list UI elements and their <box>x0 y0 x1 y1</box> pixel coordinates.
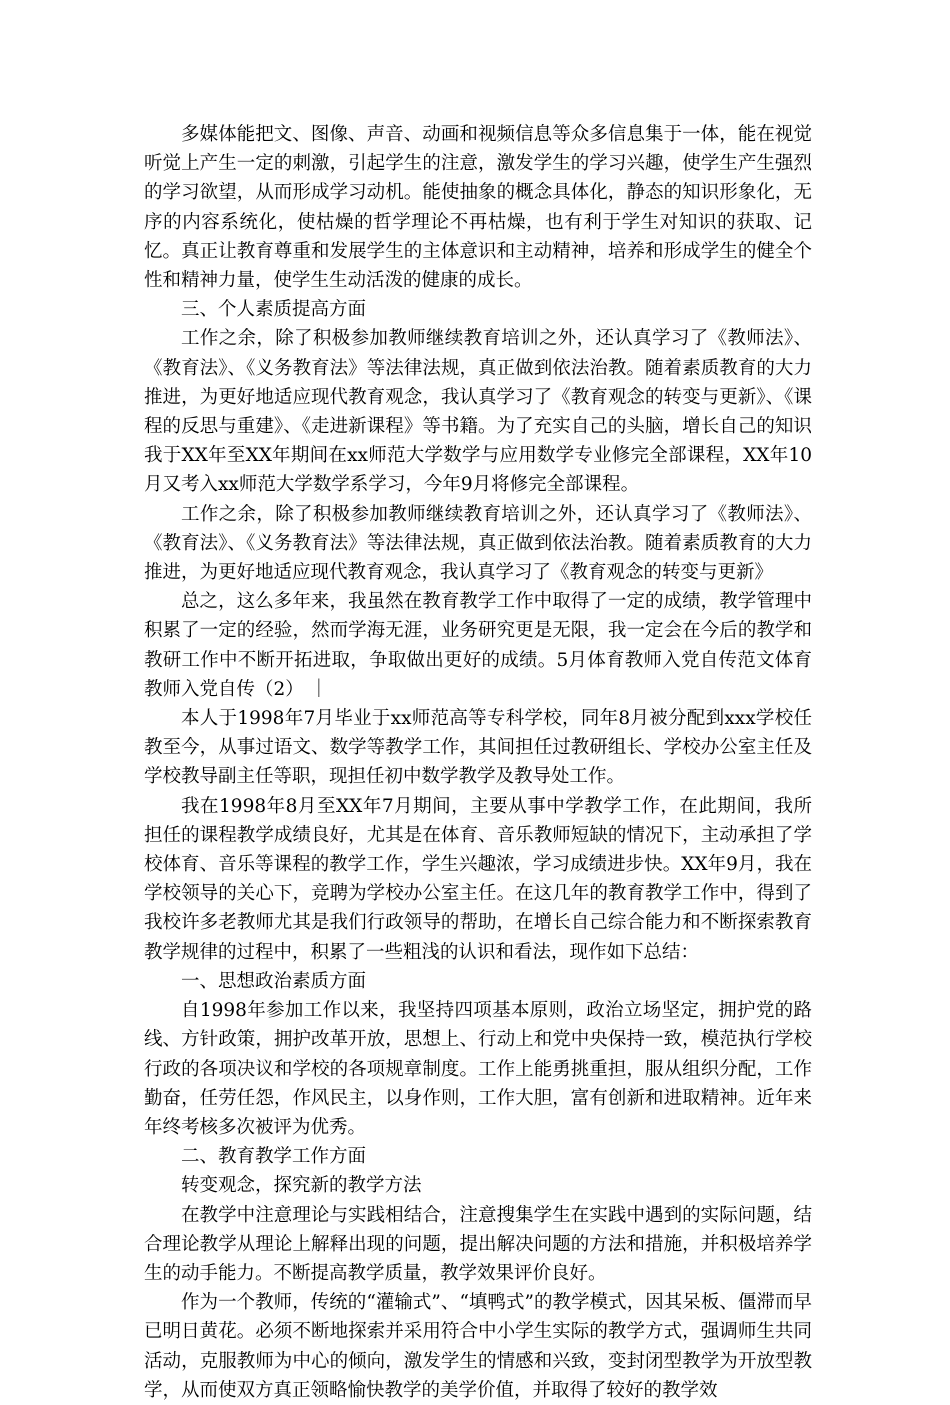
document-body <box>144 120 812 1405</box>
heading-teaching-work: 二、教育教学工作方面 <box>181 1146 367 1168</box>
paragraph-theory-practice: 在教学中注意理论与实践相结合，注意搜集学生在实践中遇到的实际问题，结合理论教学从理论上解释出现的问题，提出解决问题的方法和措施，并积极培养学生的动手能力。不断提高教学质量，教学效果评价良好。 <box>144 1204 812 1284</box>
paragraph-study-laws-repeat: 工作之余，除了积极参加教师继续教育培训之外，还认真学习了《教师法》、《教育法》、《义务教育法》等法律法规，真正做到依法治教。随着素质教育的大力推进，为更好地适应现代教育观念，我认真学习了《教育观念的转变与更新》 <box>144 503 812 584</box>
paragraph-intro: 本人于1998年7月毕业于xx师范高等专科学校，同年8月被分配到xxx学校任教至今，从事过语文、数学等教学工作，其间担任过教研组长、学校办公室主任及学校教导副主任等职，现担任初中数学教学及教导处工作。 <box>144 708 812 788</box>
paragraph-summary: 总之，这么多年来，我虽然在教育教学工作中取得了一定的成绩，教学管理中积累了一定的经验，然而学海无涯，业务研究更是无限，我一定会在今后的教学和教研工作中不断开拓进取，争取做出更好的成绩。5月体育教师入党自传范文体育教师入党自传（2） ｜ <box>144 591 812 700</box>
paragraph-study-laws: 工作之余，除了积极参加教师继续教育培训之外，还认真学习了《教师法》、《教育法》、《义务教育法》等法律法规，真正做到依法治教。随着素质教育的大力推进，为更好地适应现代教育观念，我认真学习了《教育观念的转变与更新》、《课程的反思与重建》、《走进新课程》等书籍。为了充实自己的头脑，增长自己的知识我于XX年至XX年期间在xx师范大学数学与应用数学专业修完全部课程，XX年10月又考入xx师范大学数学系学习，今年9月将修完全部课程。 <box>144 328 812 496</box>
paragraph-teaching-mode: 作为一个教师，传统的“灌输式”、“填鸭式”的教学模式，因其呆板、僵滞而早已明日黄花。必须不断地探索并采用符合中小学生实际的教学方式，强调师生共同活动，克服教师为中心的倾向，激发学生的情感和兴致，变封闭型教学为开放型教学，从而使双方真正领略愉快教学的美学价值，并取得了较好的教学效 <box>144 1292 812 1401</box>
heading-political-quality: 一、思想政治素质方面 <box>181 970 367 992</box>
paragraph-work-history: 我在1998年8月至XX年7月期间，主要从事中学教学工作，在此期间，我所担任的课程教学成绩良好，尤其是在体育、音乐教师短缺的情况下，主动承担了学校体育、音乐等课程的教学工作，学生兴趣浓，学习成绩进步快。XX年9月，我在学校领导的关心下，竞聘为学校办公室主任。在这几年的教育教学工作中，得到了我校许多老教师尤其是我们行政领导的帮助，在增长自己综合能力和不断探索教育教学规律的过程中，积累了一些粗浅的认识和看法，现作如下总结： <box>144 795 812 963</box>
paragraph-multimedia: 多媒体能把文、图像、声音、动画和视频信息等众多信息集于一体，能在视觉听觉上产生一定的刺激，引起学生的注意，激发学生的学习兴趣，使学生产生强烈的学习欲望，从而形成学习动机。能使抽象的概念具体化，静态的知识形象化，无序的内容系统化，使枯燥的哲学理论不再枯燥，也有利于学生对知识的获取、记忆。真正让教育尊重和发展学生的主体意识和主动精神，培养和形成学生的健全个性和精神力量，使学生生动活泼的健康的成长。 <box>144 124 812 292</box>
subheading-new-methods: 转变观念，探究新的教学方法 <box>181 1175 422 1197</box>
heading-personal-quality: 三、个人素质提高方面 <box>181 299 367 321</box>
paragraph-political: 自1998年参加工作以来，我坚持四项基本原则，政治立场坚定，拥护党的路线、方针政策，拥护改革开放，思想上、行动上和党中央保持一致，模范执行学校行政的各项决议和学校的各项规章制度。工作上能勇挑重担，服从组织分配，工作勤奋，任劳任怨，作风民主，以身作则，工作大胆，富有创新和进取精神。近年来年终考核多次被评为优秀。 <box>144 1000 812 1138</box>
